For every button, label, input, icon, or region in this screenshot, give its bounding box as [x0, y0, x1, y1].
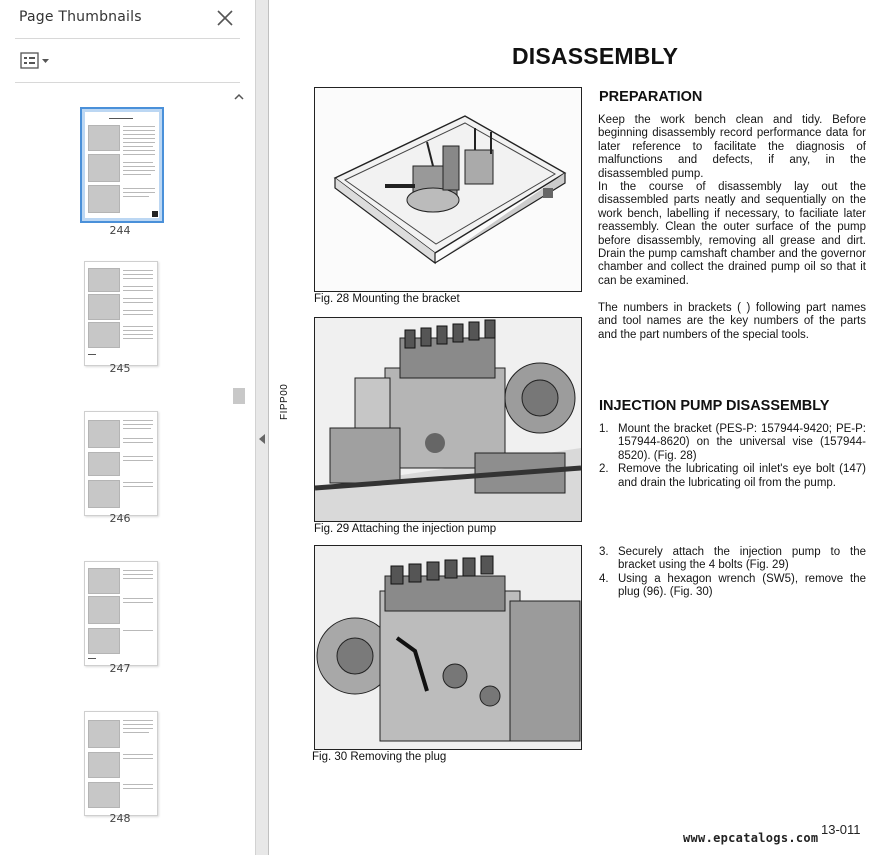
collapse-panel-icon[interactable] — [259, 434, 265, 444]
close-panel-button[interactable] — [214, 7, 236, 29]
thumbnail-248[interactable] — [0, 698, 232, 848]
thumbnail-page-image — [84, 561, 158, 666]
preparation-paragraph-3: The numbers in brackets ( ) following part names and tool names are the key numbers of the parts and the part numbers of the special tools. — [598, 302, 866, 341]
figure-29-caption: Fig. 29 Attaching the injection pump — [314, 523, 497, 535]
thumbnail-label: 244 — [109, 224, 131, 237]
document-page — [270, 0, 896, 855]
panel-splitter[interactable] — [255, 0, 269, 855]
pump-attach-illustration — [315, 318, 581, 521]
panel-header — [0, 0, 255, 38]
thumbnail-page-image — [84, 261, 158, 366]
bracket-illustration — [315, 88, 581, 291]
preparation-heading: PREPARATION — [599, 89, 703, 105]
step-text: Using a hexagon wrench (SW5), remove the plug (96). (Fig. 30) — [618, 572, 866, 599]
disassembly-steps-a — [599, 423, 866, 490]
disassembly-steps-b — [599, 546, 866, 600]
thumbnail-page-image — [84, 411, 158, 516]
thumbnail-options-icon — [20, 51, 54, 71]
step-text: Remove the lubricating oil inlet's eye bolt (147) and drain the lubricating oil from the pump. — [618, 463, 866, 489]
figure-29-image — [314, 317, 582, 522]
thumbnail-247[interactable] — [0, 548, 232, 698]
step-number: 4. — [599, 572, 609, 585]
thumbnail-options-button[interactable] — [20, 51, 54, 71]
scrollbar-thumb[interactable] — [233, 388, 245, 404]
header-divider — [15, 38, 240, 39]
close-icon — [214, 7, 236, 29]
thumbnail-label: 246 — [109, 512, 131, 525]
thumbnail-244[interactable] — [0, 90, 232, 240]
plug-removal-illustration — [315, 546, 581, 749]
step-text: Securely attach the injection pump to the bracket using the 4 bolts (Fig. 29) — [618, 546, 866, 572]
thumbnail-page-image — [84, 711, 158, 816]
panel-title: Page Thumbnails — [19, 9, 142, 25]
step-text: Mount the bracket (PES-P: 157944-9420; PE-P: 157944-8620) on the universal vise (157944-8520). (Fig. 28) — [618, 423, 866, 462]
page-number: 13-011 — [821, 822, 861, 837]
step-item — [599, 463, 866, 490]
step-item — [599, 573, 866, 600]
thumbnail-label: 247 — [109, 662, 131, 675]
page-thumbnails-panel — [0, 0, 255, 855]
step-item — [599, 546, 866, 573]
thumbnail-label: 248 — [109, 812, 131, 825]
thumbnail-list — [0, 90, 232, 855]
step-item — [599, 423, 866, 463]
thumbnail-page-image — [80, 107, 164, 223]
side-code: FIPP00 — [279, 383, 290, 420]
preparation-paragraph-1: Keep the work bench clean and tidy. Before beginning disassembly record performance data for later reference to facilitate the diagnosis of malfunctions and defects, if any, in the disassembled pump. — [598, 114, 866, 180]
thumbnail-245[interactable] — [0, 248, 232, 398]
options-divider — [15, 82, 240, 83]
preparation-paragraph-2: In the course of disassembly lay out the disassembled parts neatly and sequentially on the work bench, labelling if necessary, to faciliate later reassembly. Clean the outer surface of the pump before disassembly, removing all grease and dirt. Drain the pump camshaft chamber and the governor chamber and collect the drained pump oil so that it can be examined. — [598, 181, 866, 287]
figure-30-caption: Fig. 30 Removing the plug — [312, 751, 447, 763]
figure-30-image — [314, 545, 582, 750]
figure-28-image — [314, 87, 582, 292]
step-number: 1. — [599, 423, 609, 435]
thumbnail-scrollbar[interactable] — [232, 90, 246, 855]
step-number: 2. — [599, 463, 609, 476]
thumbnail-label: 245 — [109, 362, 131, 375]
step-number: 3. — [599, 546, 609, 558]
thumbnail-246[interactable] — [0, 398, 232, 548]
watermark: www.epcatalogs.com — [683, 831, 819, 845]
figure-28-caption: Fig. 28 Mounting the bracket — [314, 293, 460, 305]
page-title: DISASSEMBLY — [512, 43, 679, 69]
injection-pump-heading: INJECTION PUMP DISASSEMBLY — [599, 398, 830, 414]
scroll-up-icon[interactable] — [234, 92, 244, 102]
